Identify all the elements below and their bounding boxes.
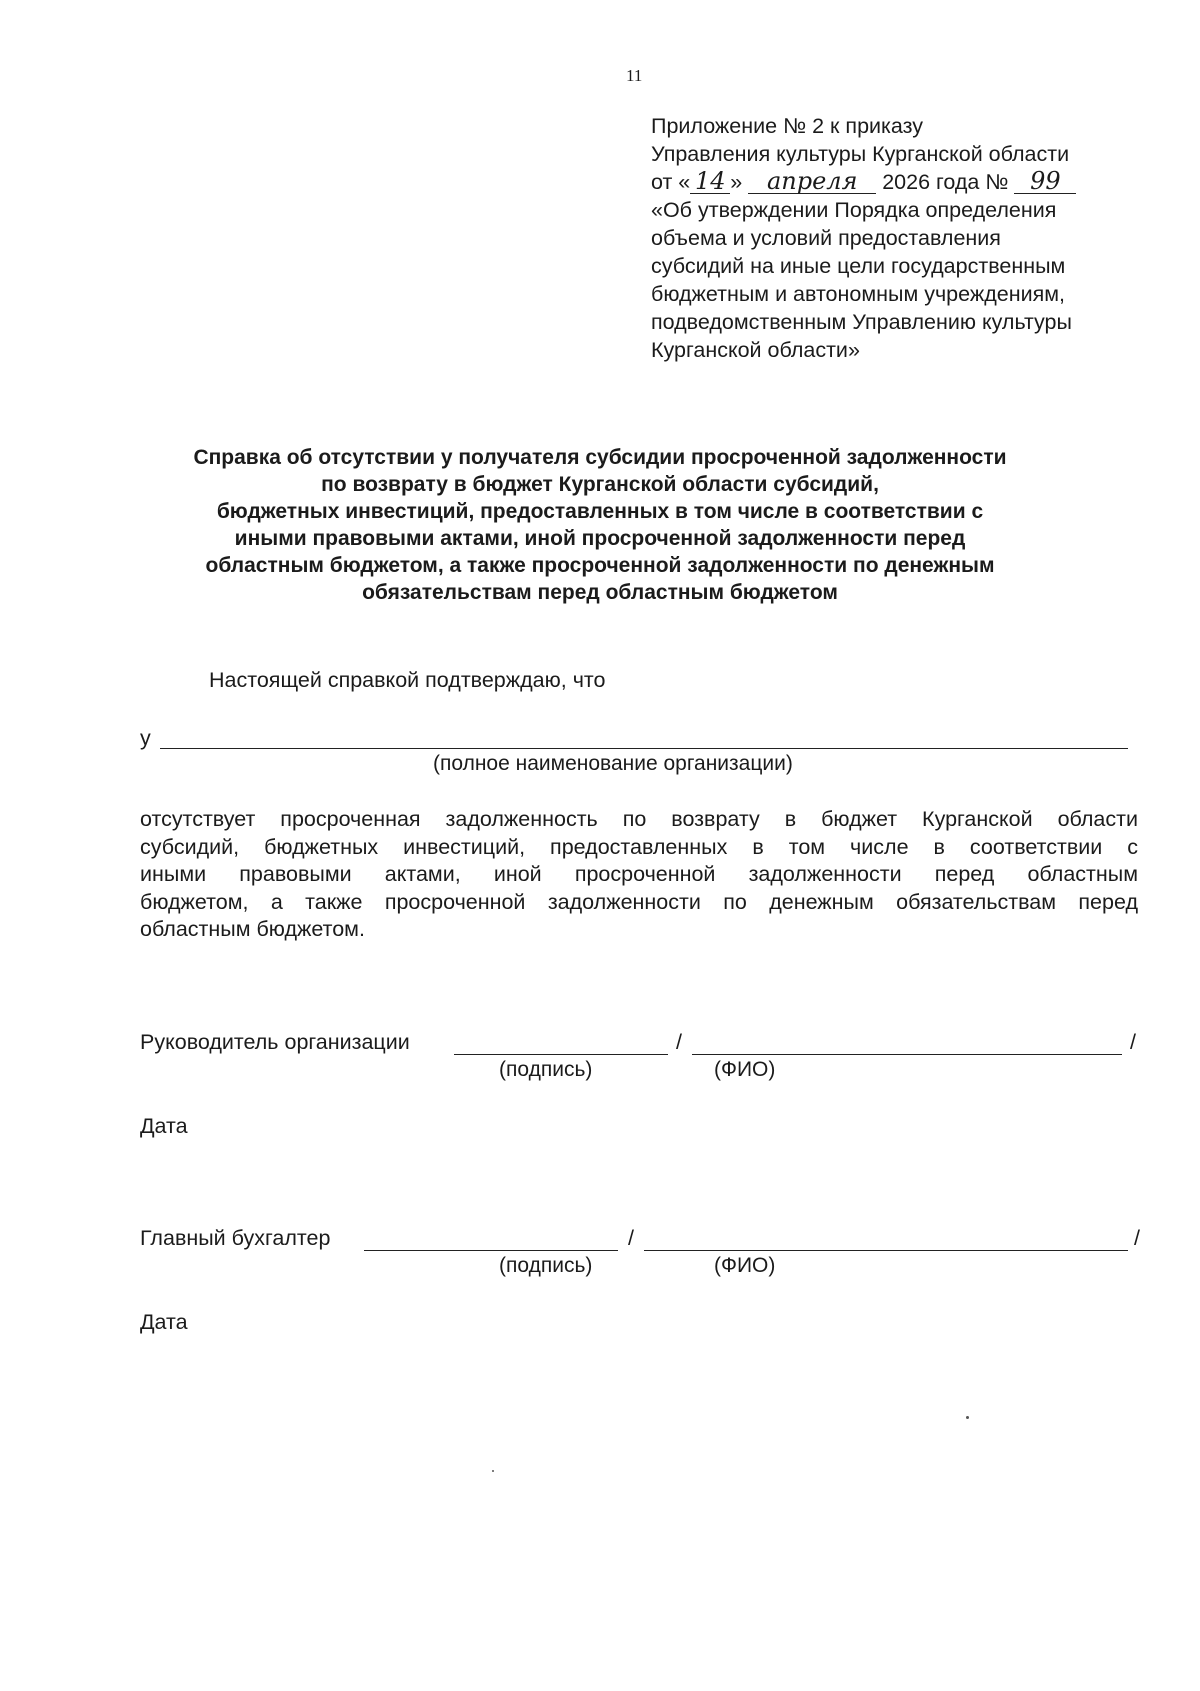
head-signature-hint: (подпись) xyxy=(499,1058,593,1081)
appendix-date-line xyxy=(651,168,1076,196)
accountant-name-slash: / xyxy=(1134,1226,1140,1250)
accountant-name-field[interactable] xyxy=(644,1250,1128,1251)
title-line: обязательствам перед областным бюджетом xyxy=(362,581,838,604)
title-line: иными правовыми актами, иной просроченной задолженности перед xyxy=(234,527,966,550)
appendix-line-2: Управления культуры Курганской области xyxy=(651,142,1070,166)
accountant-date-label: Дата xyxy=(140,1310,188,1334)
appendix-line-7: бюджетным и автономным учреждениям, xyxy=(651,282,1066,306)
body-paragraph xyxy=(140,806,1138,944)
appendix-block xyxy=(651,112,1076,364)
title-line: бюджетных инвестиций, предоставленных в том числе в соответствии с xyxy=(216,500,984,523)
head-name-field[interactable] xyxy=(692,1054,1122,1055)
document-title xyxy=(140,444,1060,606)
appendix-line-1: Приложение № 2 к приказу xyxy=(651,114,923,138)
head-signature-slash: / xyxy=(676,1030,682,1054)
org-name-field[interactable] xyxy=(160,748,1128,749)
date-mid: » xyxy=(730,170,743,194)
org-name-hint: (полное наименование организации) xyxy=(433,752,793,775)
intro-text: Настоящей справкой подтверждаю, что xyxy=(209,668,606,692)
head-name-slash: / xyxy=(1130,1030,1136,1054)
body-line: бюджетом, а также просроченной задолженности по денежным обязательствам перед xyxy=(140,889,1138,914)
head-signature-label: Руководитель организации xyxy=(140,1030,410,1054)
org-prefix: у xyxy=(140,726,151,750)
scan-speck xyxy=(966,1416,969,1419)
head-signature-field[interactable] xyxy=(454,1054,668,1055)
page-number: 11 xyxy=(626,66,643,85)
appendix-line-8: подведомственным Управлению культуры xyxy=(651,310,1072,334)
accountant-signature-slash: / xyxy=(628,1226,634,1250)
appendix-line-6: субсидий на иные цели государственным xyxy=(651,254,1066,278)
date-year: 2026 года № xyxy=(882,170,1009,194)
body-line: областным бюджетом. xyxy=(140,917,365,941)
accountant-signature-label: Главный бухгалтер xyxy=(140,1226,331,1250)
title-line: областным бюджетом, а также просроченной задолженности по денежным xyxy=(205,554,995,577)
body-line: иными правовыми актами, иной просроченной задолженности перед областным xyxy=(140,862,1138,886)
handwritten-day: 14 xyxy=(690,169,730,194)
handwritten-order-number: 99 xyxy=(1014,169,1076,194)
date-prefix: от « xyxy=(651,170,691,194)
handwritten-month: апреля xyxy=(748,169,876,194)
body-line: отсутствует просроченная задолженность по возврату в бюджет Курганской области xyxy=(140,807,1138,831)
accountant-name-hint: (ФИО) xyxy=(714,1254,776,1277)
title-line: Справка об отсутствии у получателя субсидии просроченной задолженности xyxy=(193,446,1007,469)
head-name-hint: (ФИО) xyxy=(714,1058,776,1081)
head-date-label: Дата xyxy=(140,1114,188,1138)
appendix-line-9: Курганской области» xyxy=(651,338,860,362)
accountant-signature-hint: (подпись) xyxy=(499,1254,593,1277)
appendix-line-4: «Об утверждении Порядка определения xyxy=(651,198,1057,222)
scan-speck xyxy=(492,1470,494,1472)
accountant-signature-field[interactable] xyxy=(364,1250,618,1251)
body-line: субсидий, бюджетных инвестиций, предоставленных в том числе в соответствии с xyxy=(140,834,1138,859)
appendix-line-5: объема и условий предоставления xyxy=(651,226,1001,250)
title-line: по возврату в бюджет Курганской области субсидий, xyxy=(321,473,879,496)
